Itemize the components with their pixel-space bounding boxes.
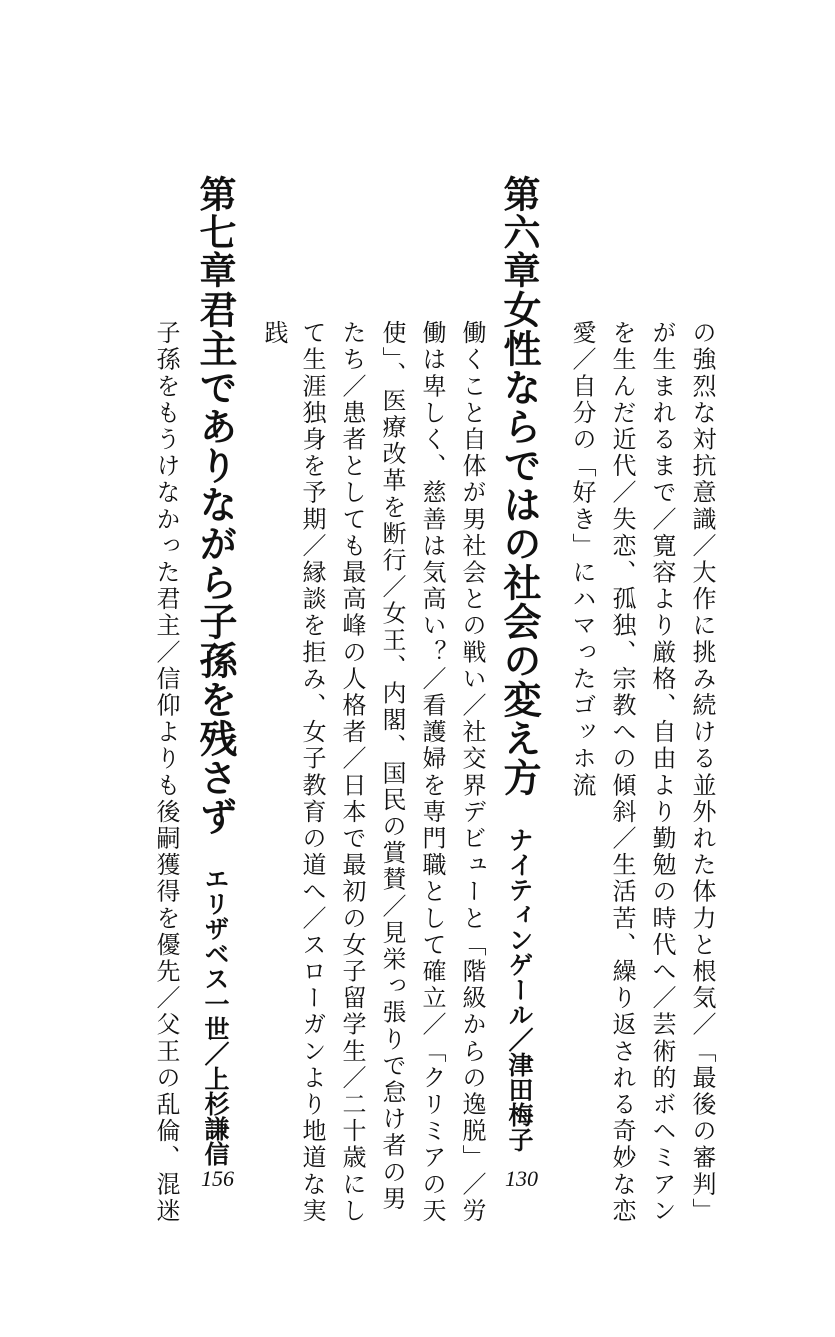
body-line: が生まれるまで／寛容より厳格、自由より勤勉の時代へ／芸術的ボヘミアン — [648, 320, 676, 1225]
chapter-author: ナイティンゲール／津田梅子 — [505, 827, 534, 1152]
page-number: 156 — [201, 1166, 234, 1191]
body-line: 愛／自分の「好き」にハマったゴッホ流 — [568, 320, 596, 799]
chapter-heading: 第七章 — [193, 175, 237, 289]
chapter-heading: 第六章 — [497, 175, 541, 289]
body-line: を生んだ近代／失恋、孤独、宗教への傾斜／生活苦、繰り返される奇妙な恋 — [608, 320, 636, 1225]
chapter-title: 女性ならではの社会の変え方 — [497, 290, 542, 797]
body-line: 働くこと自体が男社会との戦い／社交界デビューと「階級からの逸脱」／労 — [458, 320, 486, 1225]
body-line: たち／患者としても最高峰の人格者／日本で最初の女子留学生／二十歳にし — [338, 320, 366, 1225]
chapter-title-block — [497, 290, 542, 1152]
body-line: 践 — [260, 320, 288, 347]
body-line: て生涯独身を予期／縁談を拒み、女子教育の道へ／スローガンより地道な実 — [298, 320, 326, 1225]
chapter-author: エリザベス一世／上杉謙信 — [201, 866, 230, 1166]
page-number: 130 — [505, 1166, 538, 1191]
body-line: 使」、医療改革を断行／女王、内閣、国民の賞賛／見栄っ張りで怠け者の男 — [378, 320, 406, 1213]
body-line: 子孫をもうけなかった君主／信仰よりも後嗣獲得を優先／父王の乱倫、混迷 — [152, 320, 180, 1225]
body-line: 働は卑しく、慈善は気高い？／看護婦を専門職として確立／「クリミアの天 — [418, 320, 446, 1225]
chapter-title: 君主でありながら子孫を残さず — [193, 290, 238, 836]
body-line: の強烈な対抗意識／大作に挑み続ける並外れた体力と根気／「最後の審判」 — [688, 320, 716, 1225]
chapter-title-block — [193, 290, 238, 1166]
